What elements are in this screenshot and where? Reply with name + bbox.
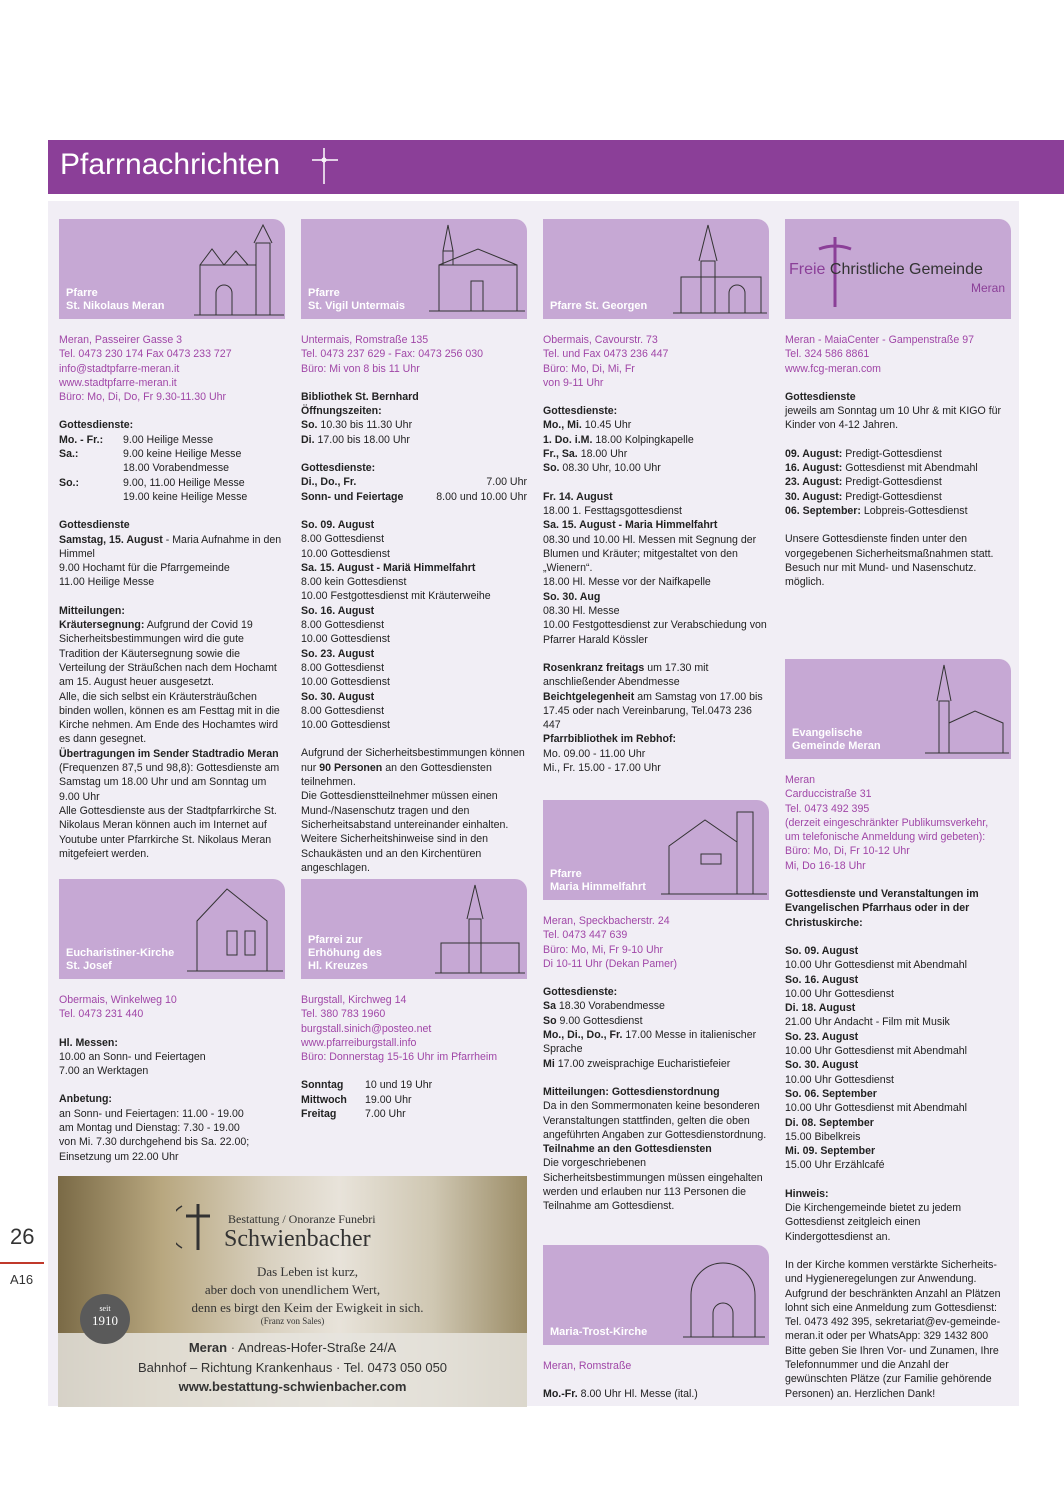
row-key: Di., Do., Fr. [301,476,357,489]
text: 21.00 Uhr Andacht - Film mit Musik [785,1016,950,1029]
text: Predigt-Gottesdienst [842,447,942,460]
text: 10.00 Gottesdienst [301,676,390,689]
row-key: Fr., Sa. [543,448,578,461]
date: Sa. 15. August - Mariä Himmelfahrt [301,561,476,574]
parish-info [301,333,527,376]
parish-info [59,333,285,404]
section-heading: Gottesdienste und Veranstaltungen im Evangelischen Pfarrhaus oder in der Christuskirche: [785,888,979,929]
office-hours: Mi, Do 16-18 Uhr [785,859,866,872]
phone: Tel. 0473 447 639 [543,929,628,942]
text: Mo. 09.00 - 11.00 Uhr [543,747,646,760]
ad-street: · Andreas-Hofer-Straße 24/A [227,1340,397,1355]
text: 10.00 Festgottesdienst zur Verabschiedung von Pfarrer Harald Kössler [543,619,767,646]
date: So. 06. September [785,1087,877,1100]
text: Rosenkranz freitags [543,661,645,674]
ad-brand: Schwienbacher [224,1226,371,1252]
text: von Mi. 7.30 durchgehend bis Sa. 22.00; [59,1136,250,1149]
text: (derzeit eingeschränkter Publikumsverkehr, [785,816,989,829]
church-drawing-icon [661,802,767,898]
ad-website-link[interactable]: www.bestattung-schwienbacher.com [178,1379,407,1394]
text: 15.00 Uhr Erzählcafé [785,1159,885,1172]
row-key: Mo.-Fr. [543,1388,578,1401]
text: 11.00 Heilige Messe [59,576,155,589]
page-number: 26 [10,1224,35,1249]
parish-body [59,404,285,861]
text: Aufgrund der Covid 19 Sicherheitsbestimmungen wird die gute Tradition der Käutersegnung sowie die Verteilung der Sträußchen nach dem Hochamt am 15. August heuer ausgesetzt. [59,619,277,689]
text: 08.30 und 10.00 Hl. Messen mit Segnung der Blumen und Kräuter; mitgestaltet von den „Wienern“. [543,533,757,575]
text: 10.00 Gottesdienst [301,633,390,646]
date: 16. August: [785,462,843,475]
date: Di. 08. September [785,1116,874,1129]
email-link[interactable]: info@stadtpfarre-meran.it [59,362,180,375]
address: Meran, Speckbacherstr. 24 [543,915,670,927]
section-title: Pfarrnachrichten [60,148,281,181]
parish-body [301,1064,527,1121]
row-key: Mo., Di., Do., Fr. [543,1029,623,1042]
text: 7.00 an Werktagen [59,1065,149,1078]
row-value: 9.00 Gottesdienst [556,1014,643,1027]
row-key [59,490,123,504]
parish-info [543,914,769,971]
address: Meran, Romstraße [543,1360,632,1372]
column-1 [59,219,285,861]
phone: Tel. und Fax 0473 236 447 [543,348,669,361]
date: Fr. 14. August [543,490,613,503]
logo-subtitle: Meran [970,281,1005,295]
office-hours: von 9-11 Uhr [543,376,604,389]
row-value: 7.00 Uhr [365,1108,406,1121]
website-link[interactable]: www.pfarreiburgstall.info [301,1036,417,1049]
text: 10.00 Uhr Gottesdienst [785,987,894,1000]
text: 10.00 Uhr Gottesdienst [785,1073,894,1086]
parish-body [543,971,769,1213]
parish-header-evang [785,659,1011,759]
address: Untermais, Romstraße 135 [301,334,429,346]
parish-header-vigil [301,219,527,319]
date: So. 16. August [301,604,375,617]
text: In der Kirche kommen verstärkte Sicherheits- und Hygieneregelungen zur Anwendung. Aufgrund der beschränkten Anzahl an Plätzen lohnt sich eine Anmeldung zum Gottesdienst: Tel. 0473 492 395, sekretariat@ev-gemeinde-meran.it oder per WhatsApp: 329 1432 800 Bitte geben Sie Ihren Vor- und Zunamen, Ihre Telefonnummer und die Anzahl der gewünschten Plätze (zur Familie gehörende Personen) an. Herzlichen Dank! [785,1258,1001,1400]
row-value: 17.00 Messe in italienischer Sprache [543,1029,757,1056]
date: 23. August: [785,476,843,489]
row-value: 18.00 Uhr [577,448,628,461]
parish-body [785,873,1011,1401]
logo-word: Gemeinde [909,261,983,278]
date: So. 09. August [301,518,375,531]
logo-word: Christliche [829,261,905,278]
text: Beichtgelegenheit [543,690,635,703]
parish-header-georgen [543,219,769,319]
row-key: Mo. - Fr.: [59,433,104,446]
column-4b [785,659,1011,1401]
date: Sa. 15. August - Maria Himmelfahrt [543,519,718,532]
section-banner [48,140,1064,194]
ad-phone: Bahnhof – Richtung Krankenhaus · Tel. 0473 050 050 [137,1360,448,1375]
text: 10.00 Gottesdienst [301,719,390,732]
ad-city: Meran [188,1340,228,1355]
parish-body [785,376,1011,590]
parish-header-trost [543,1245,769,1345]
text: Die Gottesdienstteilnehmer müssen einen Mund-/Nasenschutz tragen und den Sicherheitsabstand untereinander einhalten. Weitere Sicherheitshinweise sind in den Schaukästen und an den Kirchentüren angeschlagen. [301,790,509,874]
section-heading: Mitteilungen: [59,604,125,617]
section-heading: Hinweis: [785,1187,829,1200]
text: am Montag und Dienstag: 7.30 - 19.00 [59,1122,240,1135]
church-drawing-icon [925,661,1009,757]
row-value: 08.30 Uhr, 10.00 Uhr [559,462,661,475]
text: Alle Gottesdienste aus der Stadtpfarrkirche St. Nikolaus Meran können auch im Internet auf Youtube unter Pfarrkirche St. Nikolaus Meran mitgefeiert werden. [59,804,277,860]
parish-info [785,333,1011,376]
phone: Tel. 324 586 8861 [785,348,870,361]
section-heading: Gottesdienste: [543,986,618,999]
text: Predigt-Gottesdienst [842,476,942,489]
text: 10.00 Uhr Gottesdienst mit Abendmahl [785,1102,967,1115]
row-value: 9.00 keine Heilige Messe [123,448,242,461]
parish-body [59,1022,285,1164]
parish-label: Pfarre [308,287,340,299]
column-3c [543,1245,769,1402]
ad-quote-author: (Franz von Sales) [260,1316,325,1326]
column-2 [301,219,527,875]
row-value: 8.00 und 10.00 Uhr [436,490,527,503]
church-drawing-icon [683,1251,765,1341]
website-link[interactable]: www.fcg-meran.com [785,362,881,375]
row-key: Sa [543,1000,556,1013]
text: 8.00 kein Gottesdienst [301,576,407,589]
text: Alle, die sich selbst ein Kräutersträußchen binden wollen, können es am Festtag mit in die Kirche nehmen. Am Ende des Hochamtes wird es dann gesegnet. [59,690,280,746]
section-heading: Mitteilungen: Gottesdienstordnung [543,1085,720,1098]
text: 8.00 Gottesdienst [301,619,385,632]
text: Unsere Gottesdienste finden unter den vorgegebenen Sicherheitsmaßnahmen statt. Besuch nur mit Mund- und Nasenschutz. möglich. [785,533,994,589]
parish-header-josef [59,879,285,979]
row-key: Sa.: [59,448,79,461]
text: 10.00 Gottesdienst [301,547,390,560]
cross-icon [310,146,340,186]
parish-label: St. Josef [66,960,112,972]
row-value: 9.00, 11.00 Heilige Messe [123,476,245,489]
row-key: So [543,1014,557,1027]
text: 8.00 Gottesdienst [301,661,385,674]
date: Di. 18. August [785,1002,856,1015]
text: 10.00 Festgottesdienst mit Kräuterweihe [301,590,491,603]
section-heading: Bibliothek St. Bernhard [301,390,419,403]
row-value: 19.00 Uhr [365,1093,412,1106]
parish-label: Pfarre [550,868,582,880]
row-key: Mittwoch [301,1093,347,1106]
address: Meran, Passeirer Gasse 3 [59,334,183,346]
text: Gottesdienst mit Abendmahl [842,462,978,475]
section-heading: Gottesdienste: [543,405,618,418]
parish-header-himmelfahrt [543,800,769,900]
date: So. 09. August [785,944,859,957]
church-drawing-icon [673,221,767,317]
section-heading: Gottesdienste [59,519,130,532]
row-key: Di. [301,433,315,446]
phone: Tel. 0473 237 629 - Fax: 0473 256 030 [301,348,483,361]
website-link[interactable]: www.stadtpfarre-meran.it [59,376,177,389]
parish-header-fcg [785,219,1011,319]
parish-label: Evangelische [792,727,863,739]
address: Meran - MaiaCenter - Gampenstraße 97 [785,334,974,346]
row-key: So.: [59,476,80,489]
row-key: Sonntag [301,1079,344,1092]
row-value: 18.30 Vorabendmesse [555,1000,665,1013]
row-value: 7.00 Uhr [486,476,527,489]
date: 06. September: [785,504,861,517]
office-hours: Büro: Mo, Di, Fr 10-12 Uhr [785,845,910,858]
date: So. 30. August [301,690,375,703]
section-heading: Gottesdienste [785,390,856,403]
date: Mi. 09. September [785,1145,876,1158]
section-heading: Teilnahme an den Gottesdiensten [543,1143,712,1156]
row-key: Mi [543,1057,555,1070]
text: Die vorgeschriebenen Sicherheitsbestimmungen müssen eingehalten werden und erlauben nur 113 Personen die Teilnahme am Gottesdienst. [543,1157,763,1213]
cross-icon [176,1202,220,1252]
parish-info [785,773,1011,873]
section-heading: Öffnungszeiten: [301,405,382,418]
phone: Tel. 380 783 1960 [301,1008,386,1021]
column-1b [59,879,285,1164]
ad-quote: aber doch von unendlichem Wert, [204,1282,381,1297]
column-2b [301,879,527,1121]
section-heading: Hl. Messen: [59,1036,118,1049]
parish-label: St. Vigil Untermais [308,300,405,312]
row-key: So. [543,462,560,475]
parish-body [543,390,769,775]
phone: Tel. 0473 492 395 [785,802,870,815]
parish-label: Gemeinde Meran [792,740,881,752]
text: 8.00 Gottesdienst [301,704,385,717]
parish-label: Pfarrei zur [308,934,363,946]
ad-address [58,1340,527,1355]
row-value: 17.00 zweisprachige Eucharistiefeier [554,1057,731,1070]
text: 18.00 1. Festtagsgottesdienst [543,504,682,517]
text: Da in den Sommermonaten keine besonderen Veranstaltungen stattfinden, gelten die oben angeführten Angaben zur Gottesdienstordnung. [543,1100,767,1141]
seit-1910-badge [80,1294,130,1344]
row-value: 8.00 Uhr Hl. Messe (ital.) [577,1388,698,1401]
section-heading: Gottesdienste: [301,462,376,475]
text: 18.00 Hl. Messe vor der Naifkapelle [543,576,711,589]
text: Aufgrund der Sicherheitsbestimmungen können nur [301,747,525,774]
date: So. 30. Aug [543,590,601,603]
office-hours: Büro: Mo, Mi, Fr 9-10 Uhr [543,943,664,956]
section-heading: Anbetung: [59,1093,112,1106]
text: 8.00 Gottesdienst [301,533,385,546]
parish-info [301,993,527,1064]
text: Kräutersegnung: [59,619,145,632]
row-value: 18.00 Kolpingkapelle [592,433,694,446]
row-key: Sonn- und Feiertage [301,490,404,503]
address: Carduccistraße 31 [785,788,872,801]
office-hours: Büro: Mi von 8 bis 11 Uhr [301,362,420,375]
parish-label: Maria Himmelfahrt [550,881,646,893]
badge-text: seit [99,1304,111,1313]
ad-quote: denn es birgt den Keim der Ewigkeit in sich. [191,1300,424,1315]
page-number-rule [0,1262,44,1264]
section-heading: Pfarrbibliothek im Rebhof: [543,733,677,746]
date: So. 30. August [785,1059,859,1072]
parish-body [301,376,527,875]
text: 10.00 Uhr Gottesdienst mit Abendmahl [785,1045,967,1058]
text: Die Kirchengemeinde bietet zu jedem Gottesdienst zeitgleich einen Kindergottesdienst an. [785,1202,962,1243]
row-value: 17.00 bis 18.00 Uhr [314,433,410,446]
parish-header-kreuz [301,879,527,979]
address: Burgstall, Kirchweg 14 [301,994,407,1006]
parish-info [543,1359,769,1373]
parish-header-nikolaus [59,219,285,319]
column-3 [543,219,769,775]
text: (Frequenzen 87,5 und 98,8): Gottesdienste am Samstag um 18.00 Uhr und am Sonntag um 9.00 Uhr [59,762,280,803]
row-value: 19.00 keine Heilige Messe [123,490,248,503]
date: So. 23. August [301,647,375,660]
parish-label: Eucharistiner-Kirche [66,947,175,959]
parish-label: Hl. Kreuzes [308,960,368,972]
phone: Tel. 0473 230 174 Fax 0473 233 727 [59,348,232,361]
parish-label: Maria-Trost-Kirche [550,1326,648,1338]
ad-subtitle: Bestattung / Onoranze Funebri [228,1212,376,1226]
row-value: 9.00 Heilige Messe [123,433,214,446]
church-drawing-icon [429,221,525,315]
row-key: Mo., Mi. [543,419,582,432]
logo-word: Freie [789,261,826,278]
section-heading: Gottesdienste: [59,419,134,432]
parish-label: Pfarre [66,287,98,299]
text: Mi., Fr. 15.00 - 17.00 Uhr [543,762,661,775]
text: 9.00 Hochamt für die Pfarrgemeinde [59,562,230,575]
row-key: So. [301,419,318,432]
funeral-advertisement[interactable] [58,1176,527,1407]
text: jeweils am Sonntag um 10 Uhr & mit KIGO für Kinder von 4-12 Jahren. [785,405,1002,432]
date: Samstag, 15. August [59,533,163,546]
text: am Samstag von 17.00 bis 17.45 oder nach Vereinbarung, Tel.0473 236 447 [543,690,763,732]
address: Obermais, Winkelweg 10 [59,994,177,1006]
parish-label: St. Nikolaus Meran [66,300,165,312]
page-code: A16 [10,1272,34,1287]
text: Übertragungen im Sender Stadtradio Meran [59,747,279,760]
phone: Tel. 0473 231 440 [59,1008,144,1021]
text: Lobpreis-Gottesdienst [860,504,968,517]
column-4 [785,219,1011,589]
address: Meran [785,774,816,786]
text: 10.00 an Sonn- und Feiertagen [59,1050,206,1063]
row-value: 10.45 Uhr [581,419,632,432]
date: 30. August: [785,490,843,503]
office-hours: Büro: Donnerstag 15-16 Uhr im Pfarrheim [301,1051,498,1064]
parish-label: Erhöhung des [308,947,382,959]
row-value: 18.00 Vorabendmesse [123,462,230,475]
parish-info [543,333,769,390]
parish-info [59,993,285,1022]
church-drawing-icon [435,881,525,977]
text: um telefonische Anmeldung wird gebeten): [785,831,986,844]
text: um 17.30 mit anschließender Abendmesse [543,661,709,689]
text: 08.30 Hl. Messe [543,605,620,618]
ad-quote: Das Leben ist kurz, [256,1264,359,1279]
church-drawing-icon [194,221,284,317]
date: 09. August: [785,447,843,460]
row-value: 10 und 19 Uhr [365,1079,433,1092]
email-link[interactable]: burgstall.sinich@posteo.net [301,1022,432,1035]
text: 10.00 Uhr Gottesdienst mit Abendmahl [785,959,967,972]
row-key [59,461,123,475]
address: Obermais, Cavourstr. 73 [543,334,658,346]
text: an Sonn- und Feiertagen: 11.00 - 19.00 [59,1107,244,1120]
column-3b [543,800,769,1214]
text: Predigt-Gottesdienst [842,490,942,503]
parish-body [543,1373,769,1401]
office-hours: Büro: Mo, Di, Do, Fr 9.30-11.30 Uhr [59,391,227,404]
fcg-logo [789,261,983,279]
text: an den Gottesdiensten teilnehmen. [301,761,492,789]
row-value: 10.30 bis 11.30 Uhr [317,419,413,432]
office-hours: Büro: Mo, Di, Mi, Fr [543,362,635,375]
badge-year: 1910 [92,1313,118,1328]
row-key: Freitag [301,1108,337,1121]
text: Einsetzung um 22.00 Uhr [59,1150,179,1163]
date: So. 23. August [785,1030,859,1043]
text: 15.00 Bibelkreis [785,1130,861,1143]
date: So. 16. August [785,973,859,986]
office-hours: Di 10-11 Uhr (Dekan Pamer) [543,957,678,970]
church-drawing-icon [187,881,283,975]
row-key: 1. Do. i.M. [543,433,593,446]
text: 90 Personen [319,761,383,774]
text: - Maria Aufnahme in den Himmel [59,533,282,560]
parish-label: Pfarre St. Georgen [550,300,648,312]
